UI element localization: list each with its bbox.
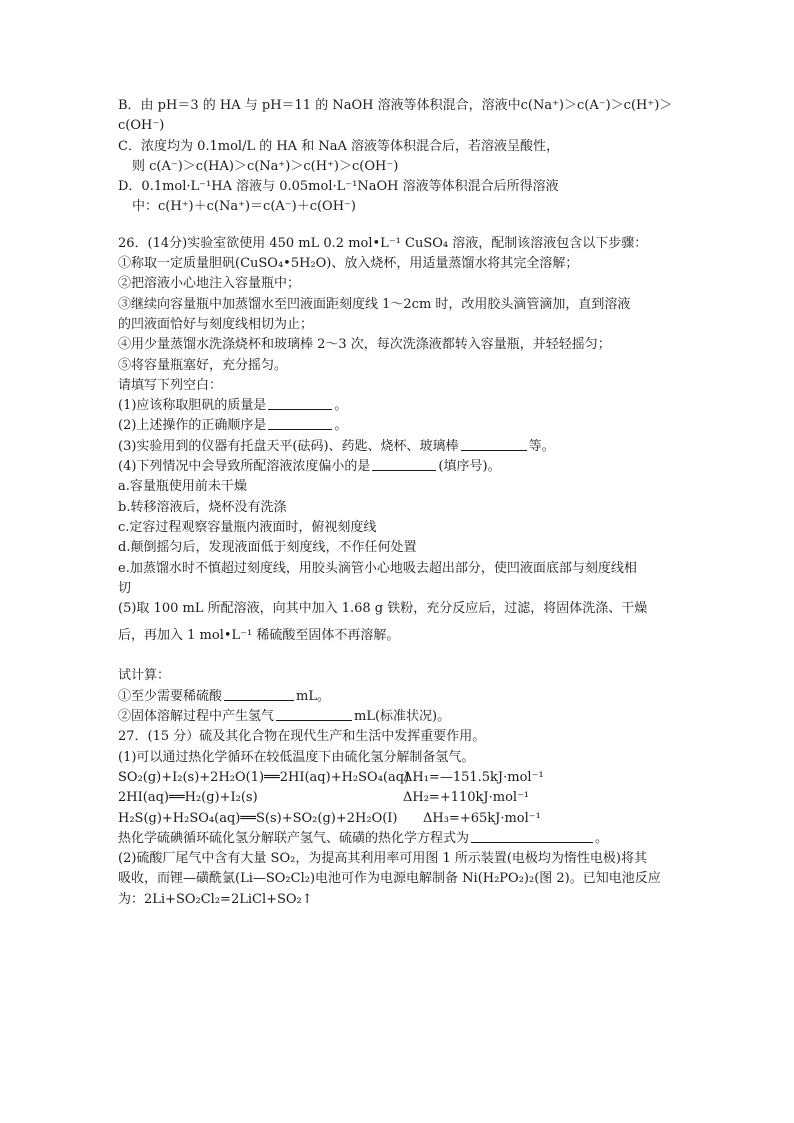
q26-part-3-end: 等。	[528, 438, 555, 454]
answer-blank[interactable]	[461, 438, 527, 451]
document-content	[118, 96, 688, 910]
equation-2-formula: 2HI(aq)══H₂(g)+I₂(s)	[118, 790, 258, 806]
q27-part-1-question-text: 热化学硫碘循环硫化氢分解联产氢气、硫磺的热化学方程式为	[118, 830, 470, 846]
q26-part-2-end: 。	[334, 418, 348, 434]
answer-blank[interactable]	[372, 458, 436, 471]
equation-2-enthalpy: ΔH₂=+110kJ·mol⁻¹	[403, 790, 530, 806]
q26-part-2	[118, 416, 688, 436]
q27-part-2-line3: 为：2Li+SO₂Cl₂=2LiCl+SO₂↑	[118, 891, 313, 907]
answer-blank[interactable]	[268, 417, 332, 430]
q27-part-2-line2: 吸收，而锂—磺酰氯(Li—SO₂Cl₂)电池可作为电源电解制备 Ni(H₂PO₂)₂(图 2)。已知电池反应	[118, 871, 661, 887]
q25-option-d-line1: D．0.1mol·L⁻¹HA 溶液与 0.05mol·L⁻¹NaOH 溶液等体积混合后所得溶液	[118, 179, 559, 195]
q26-part-4-end: (填序号)。	[438, 459, 501, 475]
equation-3-enthalpy: ΔH₃=+65kJ·mol⁻¹	[423, 810, 541, 826]
q26-option-b: b.转移溶液后，烧杯没有洗涤	[118, 499, 287, 515]
answer-blank[interactable]	[276, 708, 352, 721]
q26-step-5: ⑤将容量瓶塞好，充分摇匀。	[118, 357, 288, 373]
q26-calc-1-text: ①至少需要稀硫酸	[118, 688, 223, 704]
equation-1-enthalpy: ΔH₁=—151.5kJ·mol⁻¹	[403, 769, 544, 785]
q26-part-5-line2: 后，再加入 1 mol•L⁻¹ 稀硫酸至固体不再溶解。	[118, 628, 400, 644]
q26-part-1	[118, 396, 688, 416]
q26-part-2-text: (2)上述操作的正确顺序是	[118, 418, 267, 434]
q25-option-b-line1: B．由 pH＝3 的 HA 与 pH＝11 的 NaOH 溶液等体积混合，溶液中c(Na⁺)＞c(A⁻)＞c(H⁺)＞	[118, 98, 673, 113]
q26-part-4-text: (4)下列情况中会导致所配溶液浓度偏小的是	[118, 459, 371, 475]
answer-blank[interactable]	[471, 830, 593, 843]
q26-step-3-line1: ③继续向容量瓶中加蒸馏水至凹液面距刻度线 1～2cm 时，改用胶头滴管滴加，直到溶液	[118, 296, 631, 312]
q27-part-1-question-end: 。	[595, 830, 609, 846]
q26-part-3	[118, 437, 688, 457]
q26-option-a: a.容量瓶使用前未干燥	[118, 479, 247, 495]
q25-option-b-line2: c(OH⁻)	[118, 118, 165, 134]
q27-title: 27．(15 分）硫及其化合物在现代生产和生活中发挥重要作用。	[118, 729, 486, 745]
q26-option-e-line1: e.加蒸馏水时不慎超过刻度线，用胶头滴管小心地吸去超出部分，使凹液面底部与刻度线相	[118, 560, 637, 576]
q26-fill-instruction: 请填写下列空白：	[118, 377, 223, 393]
q27-equation-2	[118, 788, 688, 808]
q26-step-4: ④用少量蒸馏水洗涤烧杯和玻璃棒 2～3 次，每次洗涤液都转入容量瓶，并轻轻摇匀；	[118, 337, 611, 353]
q27-equation-1	[118, 768, 688, 788]
q27-part-1: (1)可以通过热化学循环在较低温度下由硫化氢分解制备氢气。	[118, 749, 475, 765]
q26-step-1: ①称取一定质量胆矾(CuSO₄•5H₂O)、放入烧杯，用适量蒸馏水将其完全溶解；	[118, 256, 579, 272]
q26-option-d: d.颠倒摇匀后，发现液面低于刻度线，不作任何处置	[118, 540, 417, 556]
q26-part-1-end: 。	[334, 398, 348, 414]
q26-calc-2-unit: mL(标准状况)。	[354, 709, 451, 725]
q25-option-d-line2: 中：c(H⁺)＋c(Na⁺)＝c(A⁻)＋c(OH⁻)	[132, 199, 356, 215]
q26-calc-1	[118, 687, 688, 707]
q27-part-2-line1: (2)硫酸厂尾气中含有大量 SO₂，为提高其利用率可用图 1 所示装置(电极均为惰性电极)将其	[118, 851, 648, 867]
answer-blank[interactable]	[268, 397, 332, 410]
q26-part-3-text: (3)实验用到的仪器有托盘天平(砝码)、药匙、烧杯、玻璃棒	[118, 438, 459, 454]
q27-part-1-question	[118, 829, 688, 849]
q26-calc-2-text: ②固体溶解过程中产生氢气	[118, 709, 275, 725]
q26-step-3-line2: 的凹液面恰好与刻度线相切为止；	[118, 316, 314, 332]
q25-option-c-line1: C．浓度均为 0.1mol/L 的 HA 和 NaA 溶液等体积混合后，若溶液呈酸性，	[118, 138, 559, 154]
q26-part-4	[118, 457, 688, 477]
q26-part-5-line1: (5)取 100 mL 所配溶液，向其中加入 1.68 g 铁粉，充分反应后，过滤，将固体洗涤、干燥	[118, 601, 648, 617]
q26-calc-1-unit: mL。	[296, 688, 330, 704]
q26-calc-heading: 试计算：	[118, 668, 171, 684]
answer-blank[interactable]	[224, 688, 294, 701]
q26-step-2: ②把溶液小心地注入容量瓶中；	[118, 276, 301, 292]
equation-3-formula: H₂S(g)+H₂SO₄(aq)══S(s)+SO₂(g)+2H₂O(I)	[118, 810, 398, 826]
q26-title: 26．(14分)实验室欲使用 450 mL 0.2 mol•L⁻¹ CuSO₄ 溶液，配制该溶液包含以下步骤：	[118, 235, 648, 251]
equation-1-formula: SO₂(g)+I₂(s)+2H₂O(1)══2HI(aq)+H₂SO₄(aq)	[118, 769, 410, 785]
q26-option-e-line2: 切	[118, 580, 132, 596]
q26-option-c: c.定容过程观察容量瓶内液面时，俯视刻度线	[118, 519, 377, 535]
q26-calc-2	[118, 707, 688, 727]
q27-equation-3	[118, 809, 688, 829]
q26-part-1-text: (1)应该称取胆矾的质量是	[118, 398, 267, 414]
q25-option-c-line2: 则 c(A⁻)＞c(HA)＞c(Na⁺)＞c(H⁺)＞c(OH⁻)	[132, 158, 399, 174]
